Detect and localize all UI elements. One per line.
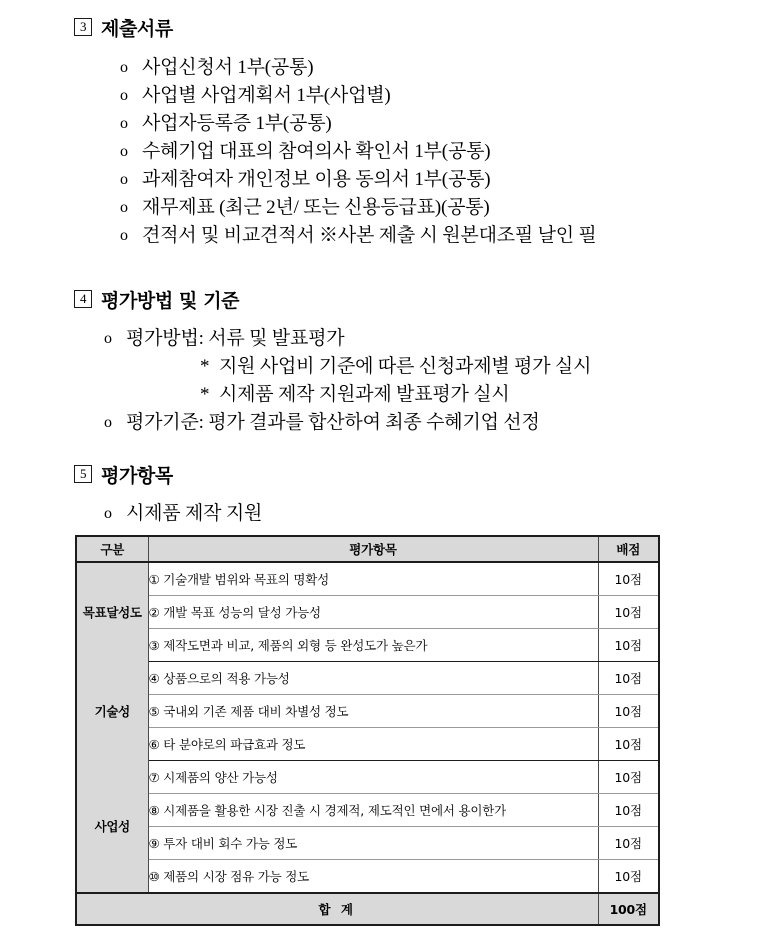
table-header-row — [76, 536, 659, 562]
list-item-label: 평가방법: 서류 및 발표평가 — [126, 328, 345, 349]
list-item-label: 사업자등록증 1부(공통) — [142, 113, 332, 134]
list-item-label: 과제참여자 개인정보 이용 동의서 1부(공통) — [142, 169, 491, 190]
sub-list-item-label: 시제품 제작 지원과제 발표평가 실시 — [219, 384, 510, 405]
table-row — [76, 596, 659, 629]
sub-list-item-label: 지원 사업비 기준에 따른 신청과제별 평가 실시 — [219, 356, 592, 377]
item-cell — [148, 761, 598, 794]
points-cell: 10점 — [598, 629, 659, 662]
list-item-label: 시제품 제작 지원 — [126, 503, 263, 524]
points-cell: 10점 — [598, 562, 659, 596]
item-cell — [148, 860, 598, 894]
section-heading-3 — [74, 14, 173, 41]
table-row — [76, 562, 659, 596]
item-cell — [148, 662, 598, 695]
bullet-marker-icon: o — [120, 199, 128, 216]
item-cell — [148, 596, 598, 629]
list-item-label: 견적서 및 비교견적서 ※사본 제출 시 원본대조필 날인 필 — [142, 225, 597, 246]
points-cell: 10점 — [598, 695, 659, 728]
bullet-marker-icon: o — [120, 87, 128, 104]
section-title: 평가방법 및 기준 — [101, 290, 240, 312]
evaluation-items-list — [104, 500, 262, 528]
section-title: 평가항목 — [101, 465, 173, 487]
list-item-label: 사업신청서 1부(공통) — [142, 57, 314, 78]
item-label: 국내외 기존 제품 대비 차별성 정도 — [163, 704, 349, 719]
bullet-marker-icon: o — [104, 414, 112, 431]
table-total-row — [76, 893, 659, 925]
table-row — [76, 629, 659, 662]
section-heading-5 — [74, 461, 173, 488]
item-number: ⑧ — [148, 803, 160, 818]
column-header-group: 구분 — [76, 536, 148, 562]
item-number: ② — [148, 605, 160, 620]
item-cell — [148, 629, 598, 662]
table-row — [76, 827, 659, 860]
section-heading-4 — [74, 286, 239, 313]
list-item — [104, 500, 262, 528]
bullet-marker-icon: o — [104, 330, 112, 347]
list-item — [120, 54, 597, 82]
section-title: 제출서류 — [101, 18, 173, 40]
item-number: ③ — [148, 638, 160, 653]
asterisk-marker-icon: * — [200, 384, 210, 405]
section-number-badge: 4 — [74, 290, 92, 308]
list-item-label: 재무제표 (최근 2년/ 또는 신용등급표)(공통) — [142, 197, 490, 218]
item-number: ⑦ — [148, 770, 160, 785]
table-row — [76, 695, 659, 728]
column-header-points: 배점 — [598, 536, 659, 562]
item-number: ⑤ — [148, 704, 160, 719]
group-label-cell: 기술성 — [76, 662, 148, 761]
points-cell: 10점 — [598, 662, 659, 695]
total-label: 합 계 — [76, 893, 598, 925]
score-table-container — [75, 535, 660, 926]
table-row — [76, 860, 659, 894]
list-item-label: 사업별 사업계획서 1부(사업별) — [142, 85, 391, 106]
item-label: 타 분야로의 파급효과 정도 — [163, 737, 306, 752]
section-number-badge: 3 — [74, 18, 92, 36]
item-label: 기술개발 범위와 목표의 명확성 — [163, 572, 329, 587]
item-number: ⑨ — [148, 836, 160, 851]
item-label: 투자 대비 회수 가능 정도 — [163, 836, 298, 851]
table-row — [76, 794, 659, 827]
sub-list-item — [200, 353, 591, 381]
item-cell — [148, 562, 598, 596]
sub-list-item — [200, 381, 591, 409]
group-label-cell: 목표달성도 — [76, 562, 148, 662]
list-item — [120, 166, 597, 194]
item-cell — [148, 827, 598, 860]
list-item — [120, 138, 597, 166]
group-label-cell: 사업성 — [76, 761, 148, 894]
points-cell: 10점 — [598, 596, 659, 629]
table-row — [76, 761, 659, 794]
item-label: 상품으로의 적용 가능성 — [163, 671, 290, 686]
list-item-label: 수혜기업 대표의 참여의사 확인서 1부(공통) — [142, 141, 491, 162]
points-cell: 10점 — [598, 794, 659, 827]
item-cell — [148, 728, 598, 761]
table-row — [76, 662, 659, 695]
bullet-marker-icon: o — [120, 171, 128, 188]
item-cell — [148, 695, 598, 728]
points-cell: 10점 — [598, 761, 659, 794]
section-number-badge: 5 — [74, 465, 92, 483]
item-label: 제품의 시장 점유 가능 정도 — [163, 869, 310, 884]
item-number: ⑥ — [148, 737, 160, 752]
item-number: ① — [148, 572, 160, 587]
points-cell: 10점 — [598, 827, 659, 860]
list-item — [104, 409, 591, 437]
column-header-item: 평가항목 — [148, 536, 598, 562]
item-cell — [148, 794, 598, 827]
submission-documents-list — [120, 54, 597, 250]
list-item — [120, 82, 597, 110]
points-cell: 10점 — [598, 728, 659, 761]
item-label: 시제품의 양산 가능성 — [163, 770, 278, 785]
table-row — [76, 728, 659, 761]
list-item — [120, 110, 597, 138]
item-label: 제작도면과 비교, 제품의 외형 등 완성도가 높은가 — [163, 638, 428, 653]
item-label: 시제품을 활용한 시장 진출 시 경제적, 제도적인 면에서 용이한가 — [163, 803, 507, 818]
points-cell: 10점 — [598, 860, 659, 894]
evaluation-method-list — [104, 325, 591, 437]
item-number: ⑩ — [148, 869, 160, 884]
bullet-marker-icon: o — [120, 115, 128, 132]
evaluation-score-table — [75, 535, 660, 926]
item-number: ④ — [148, 671, 160, 686]
asterisk-marker-icon: * — [200, 356, 210, 377]
list-item — [120, 194, 597, 222]
item-label: 개발 목표 성능의 달성 가능성 — [163, 605, 321, 620]
bullet-marker-icon: o — [120, 227, 128, 244]
total-points: 100점 — [598, 893, 659, 925]
list-item — [120, 222, 597, 250]
list-item-label: 평가기준: 평가 결과를 합산하여 최종 수혜기업 선정 — [126, 412, 540, 433]
bullet-marker-icon: o — [120, 59, 128, 76]
bullet-marker-icon: o — [104, 505, 112, 522]
list-item — [104, 325, 591, 353]
bullet-marker-icon: o — [120, 143, 128, 160]
